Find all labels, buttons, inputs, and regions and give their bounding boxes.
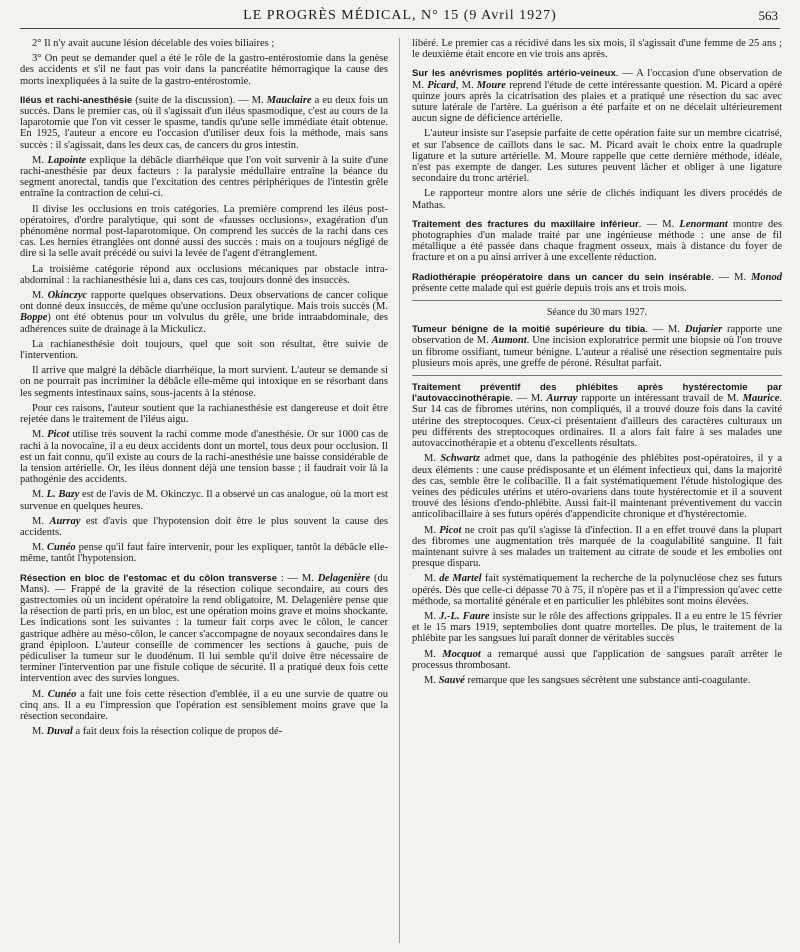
- author-name: de Martel: [439, 573, 482, 585]
- author-name: Duval: [46, 726, 73, 738]
- divider: [412, 300, 782, 301]
- paragraph: Il arrive que malgré la débâcle diarrhéique, la mort survient. L'auteur se demande si on ne pourrait pas incriminer la débâcle elle-même qui intoxique en se résorbant dans les segments intestinaux sains, sous-jacents à la sténose.: [20, 365, 388, 399]
- author-name: Monod: [751, 271, 782, 283]
- paragraph: M. Picot utilise très souvent la rachi comme mode d'anesthésie. Or sur 1000 cas de rachi à la novocaïne, il a eu deux accidents dont un mortel, tous deux pour occlusion. Il est un fait connu, qu'il existe au cours de la rachi-anesthésie une baisse considérable de la tension artérielle. Or, les iléus donnent déjà une tension basse ; il faudrait voir là la pathogénie des accidents.: [20, 429, 388, 486]
- paragraph: Le rapporteur montre alors une série de clichés indiquant les divers procédés de Mathas.: [412, 188, 782, 211]
- author-name: J.-L. Faure: [439, 610, 490, 622]
- paragraph: M. Mocquot a remarqué aussi que l'application de sangsues paraît arrêter le processus thrombosant.: [412, 648, 782, 671]
- paragraph: M. J.-L. Faure insiste sur le rôle des affections grippales. Il a eu entre le 15 février et le 15 mars 1919, septembolies dont quatre mortelles. De plus, le traitement de la phlébite par les sangsues lui paraît donner de véritables succès: [412, 610, 782, 645]
- paragraph: M. L. Bazy est de l'avis de M. Okinczyc. Il a observé un cas analogue, où la mort est survenue en quelques heures.: [20, 489, 388, 512]
- paragraph: M. Sauvé remarque que les sangsues sécrètent une substance anti-coagulante.: [424, 674, 751, 686]
- author-name: Aumont: [491, 335, 527, 347]
- section-title: Résection en bloc de l'estomac et du côlon transverse: [20, 572, 278, 584]
- running-title: LE PROGRÈS MÉDICAL, N° 15 (9 Avril 1927): [243, 8, 557, 23]
- author-name: Cunéo: [47, 542, 76, 554]
- author-name: Okinczyc: [47, 290, 88, 302]
- author-name: Aurray: [49, 515, 81, 527]
- paragraph: Pour ces raisons, l'auteur soutient que la rachianesthésie est dangereuse et doit être rejetée dans le traitement de l'iléus aigu.: [20, 402, 388, 426]
- author-name: Lenormant: [679, 218, 728, 230]
- paragraph: M. de Martel fait systématiquement la recherche de la polynucléose chez ses futurs opérés. Dès que celle-ci dépasse 70 à 75, il n'opère pas et il a l'impression qu'avec cette méthode, sa mortalité générale et en particulier les phlébites sont moins élevées.: [412, 573, 783, 607]
- author-name: Mauclaire: [266, 94, 312, 106]
- author-name: Sauvé: [438, 674, 465, 686]
- section-title: Sur les anévrismes poplités artério-veineux: [412, 68, 616, 80]
- paragraph: Il divise les occlusions en trois catégories. La première comprend les iléus post-opératoires, d'ordre paralytique, qui sont de «fausses occlusions», exagération d'un phénomène normal post-laparotomique. On comprend les succès de la rachi dans ces cas. Les hernies étranglées ont donné aussi des succès : mais on a toujours négligé de dire si la selle avait précédé ou suivi la levée de l'agent d'étranglement.: [20, 203, 388, 260]
- paragraph: 2° Il n'y avait aucune lésion décelable des voies biliaires ;: [32, 38, 275, 49]
- paragraph: La troisième catégorie répond aux occlusions mécaniques par obstacle intra-abdominal : la rachianesthésie lui a, dans ces cas, toujours donné des insuccès.: [20, 263, 388, 286]
- author-name: Maurice: [742, 393, 780, 405]
- section-radiotherapie: Radiothérapie préopératoire dans un cancer du sein insérable. — M. Monod présente cette malade qui est guérie depuis trois ans et trois mois.: [412, 271, 782, 294]
- author-name: Cunéo: [47, 688, 77, 700]
- paragraph: La rachianesthésie doit toujours, quel que soit son résultat, être suivie de l'intervention.: [20, 338, 388, 362]
- author-name: Picot: [47, 429, 70, 441]
- paragraph: libéré. Le premier cas a récidivé dans les six mois, il s'agissait d'une femme de 25 ans ; le deuxième était encore en vie trois ans après.: [412, 38, 782, 61]
- page-number: 563: [758, 8, 778, 23]
- section-phlebites: Traitement préventif des phlébites après hystérectomie par l'autovaccinothérapie. — M. Aurray rapporte un intéressant travail de M. Maurice. Sur 14 cas de fibromes utérins, non compliqués, il a trouvé douze fois dans la cavité utérine des streptocoques. Ceux-ci présentaient d'ailleurs des caractères culturaux un peu différents des streptocoques ordinaires. Il a alors fait faire à ses malades une autovaccinothérapie et a obtenu d'excellents résultats.: [412, 382, 783, 450]
- section-title: Radiothérapie préopératoire dans un cancer du sein insérable: [412, 271, 712, 283]
- author-name: Boppe: [20, 312, 48, 324]
- author-name: Aurray: [546, 393, 578, 405]
- author-name: Picot: [439, 524, 462, 536]
- paragraph: M. Lapointe explique la débâcle diarrhéique que l'on voit survenir à la suite d'une rachi-anesthésie par deux facteurs : la paralysie médullaire entraîne la béance du segment anorectal, tandis que l'excitation des centres périphériques de l'intestin grêle entraîne la contraction de celui-ci.: [20, 154, 388, 200]
- column-divider: [399, 38, 400, 943]
- paragraph: M. Okinczyc rapporte quelques observations. Deux observations de cancer colique ont donné deux insuccès, de même qu'une occlusion paralytique. Mais trois succès (M. Boppe) ont été obtenus pour un volvulus du grêle, une bride intraabdominale, des adhérences suite de drainage à la Mickulicz.: [20, 290, 388, 335]
- paragraph: 3° On peut se demander quel a été le rôle de la gastro-entérostomie dans la genèse des accidents et s'il ne faut pas voir dans la pancréatite hémorragique la cause des morts inexpliquées à la suite de la gastro-entérostomie.: [20, 53, 388, 87]
- author-name: Mocquot: [442, 648, 481, 660]
- author-name: Dujarier: [684, 324, 723, 336]
- section-title: Traitement préventif des phlébites après hystérectomie par l'autovaccinothérapie: [412, 382, 782, 405]
- session-date: Séance du 30 mars 1927.: [546, 307, 648, 319]
- section-anevrismes: Sur les anévrismes poplités artério-veineux. — A l'occasion d'une observation de M. Picard, M. Moure reprend l'étude de cette intéressante question. M. Picard a opéré quinze jours après la cicatrisation des plaies et a pratiqué une résection du sac avec suture latérale de l'artère. La guérison a été parfaite et on ne décelait ultérieurement aucun signe de déficience artérielle.: [412, 68, 783, 125]
- author-name: L. Bazy: [46, 489, 80, 501]
- paragraph: M. Cunéo a fait une fois cette résection d'emblée, il a eu une survie de quatre ou cinq ans. Il a eu l'impression que l'opération est sensiblement moins grave que la résection secondaire.: [20, 688, 388, 722]
- section-fractures-maxillaire: Traitement des fractures du maxillaire inférieur. — M. Lenormant montre des photographies d'un malade traité par une ingénieuse méthode : une anse de fil métallique a été passée dans chaque fragment osseux, mais à distance du foyer de fracture et on a pu ainsi arriver à une excellente réduction.: [412, 218, 782, 264]
- paragraph: M. Schwartz admet que, dans la pathogénie des phlébites post-opératoires, il y a deux éléments : une cause prédisposante et un élément infectieux qui, dans la majorité des cas, semble être le colibacille. Il a fait systématiquement l'étude histologique des veines des pédicules utérins et utéro-ovariens dans toute hystérectomie et il a souvent trouvé des lésions d'endo-phlébite. Aussi fait-il maintenant préventivement du vaccin anticolibacillaire à ses futurs opérés d'appendicite chronique et d'hystérectomie.: [412, 453, 782, 521]
- section-title: Tumeur bénigne de la moitié supérieure du tibia: [412, 324, 646, 336]
- page-header: [20, 6, 780, 29]
- author-name: Delagenière: [317, 572, 371, 584]
- section-resection-bloc: Résection en bloc de l'estomac et du côlon transverse : — M. Delagenière (du Mans). — Frappé de la gravité de la résection colique secondaire, au cours des gastrectomies où un incident opératoire la rend obligatoire, M. Delagenière pense que la résection de parti pris, en un bloc, est une opération moins grave et moins shockante. Les indications sont les suivantes : la tumeur fait corps avec le côlon, le cancer gastrique adhère au méso-côlon, le cancer s'accompagne de noyaux secondaires dans le grand épiploon. L'auteur conseille de commencer les sections à gauche, puis de pédiculiser la tumeur sur le duodénum. Il lui semble qu'il doive être nécessaire de terminer l'intervention par une fistule colique de sécurité. Il a pratiqué deux fois cette intervention avec des survies longues.: [20, 572, 388, 685]
- section-ileus-rachi: Iléus et rachi-anesthésie (suite de la discussion). — M. Mauclaire a eu deux fois un succès. Dans le premier cas, où il s'agissait d'un iléus spasmodique, c'est au cours de la laparotomie que l'on vit cesser le spasme, tandis qu'une selle immédiate était obtenue. En 1925, l'auteur a encore eu l'occasion d'utiliser deux fois la méthode, mais sans succès : il s'agissait, dans les deux cas, de cancers du gros intestin.: [20, 94, 388, 151]
- paragraph: M. Aurray est d'avis que l'hypotension doit être le plus souvent la cause des accidents.: [20, 515, 388, 538]
- left-column: [20, 38, 388, 741]
- author-name: Moure: [476, 79, 506, 91]
- author-name: Schwartz: [440, 453, 480, 465]
- divider: [412, 375, 782, 376]
- paragraph: M. Cunéo pense qu'il faut faire intervenir, pour les expliquer, tantôt la débâcle elle-même, tantôt l'hypotension.: [20, 542, 388, 565]
- section-title: Iléus et rachi-anesthésie: [20, 94, 133, 106]
- author-name: Picard: [427, 79, 456, 91]
- section-tumeur-tibia: Tumeur bénigne de la moitié supérieure du tibia. — M. Dujarier rapporte une observation de M. Aumont. Une incision exploratrice permit une biopsie où l'on trouve un fibrome ossifiant, tumeur bénigne. L'auteur a réalisé une résection segmentaire puis plusieurs mois après, une greffe de péroné. Résultat parfait.: [412, 324, 782, 369]
- paragraph: M. Duval a fait deux fois la résection colique de propos dé-: [32, 726, 283, 738]
- paragraph: L'auteur insiste sur l'asepsie parfaite de cette opération faite sur un membre cicatrisé, et sur l'absence de caillots dans le sac. M. Picard avait le choix entre la quadruple ligature et la suture artérielle. M. Moure rappelle que cette dernière méthode, idéale, n'est pas exempte de danger. Les sutures peuvent lâcher et obliger à une ligature secondaire du tronc artériel.: [412, 128, 782, 185]
- author-name: Lapointe: [47, 154, 87, 166]
- paragraph: M. Picot ne croit pas qu'il s'agisse là d'infection. Il a en effet trouvé dans la plupart des fibromes une augmentation très marquée de la coagulabilité sanguine. Il fait maintenant suivre à ses malades un traitement au citrate de soude et les embolies ont presque disparu.: [412, 524, 782, 570]
- right-column: [412, 38, 782, 690]
- section-title: Traitement des fractures du maxillaire inférieur: [412, 218, 639, 230]
